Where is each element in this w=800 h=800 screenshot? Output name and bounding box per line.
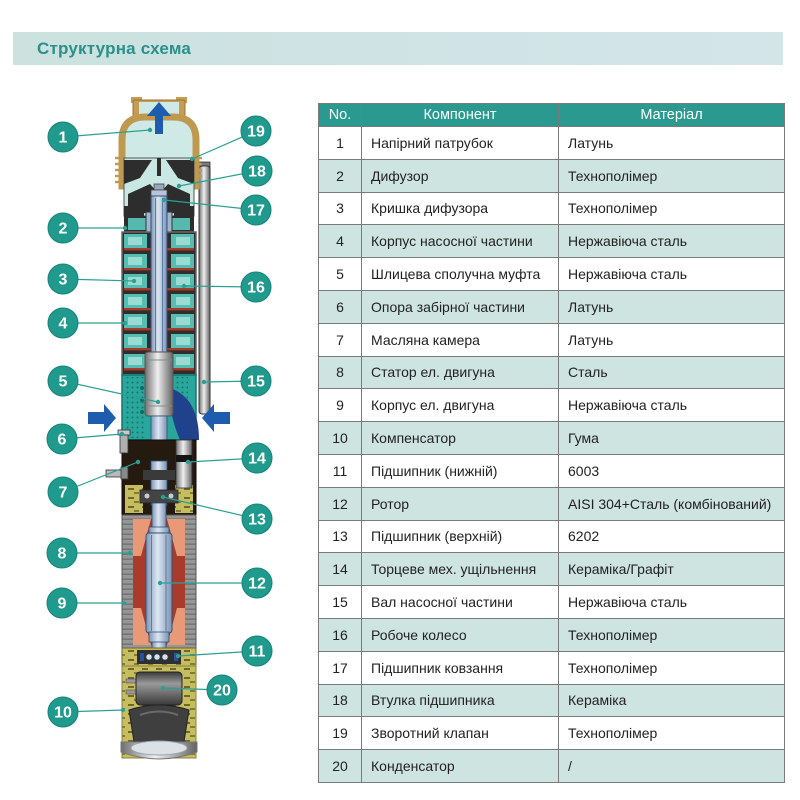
table-row xyxy=(319,750,785,783)
table-row xyxy=(319,618,785,651)
material-name: 6003 xyxy=(559,454,785,487)
component-name: Кришка дифузора xyxy=(362,192,559,225)
table-row xyxy=(319,520,785,553)
component-name: Корпус ел. двигуна xyxy=(362,389,559,422)
callout-number: 18 xyxy=(248,163,266,181)
material-name: Латунь xyxy=(559,127,785,160)
table-row xyxy=(319,356,785,389)
callout-number: 5 xyxy=(58,373,68,391)
material-name: Технополімер xyxy=(559,651,785,684)
callout-number: 1 xyxy=(58,129,68,147)
callout-number: 14 xyxy=(248,450,266,468)
leader-target-dot xyxy=(186,460,190,464)
material-name: Нержавіюча сталь xyxy=(559,389,785,422)
leader-target-dot xyxy=(161,495,165,499)
material-name: Латунь xyxy=(559,323,785,356)
col-header-component: Компонент xyxy=(362,104,559,127)
leader-target-dot xyxy=(158,581,162,585)
callout-number: 10 xyxy=(54,704,72,722)
material-name: Сталь xyxy=(559,356,785,389)
row-number: 3 xyxy=(319,192,362,225)
oil-chamber-section xyxy=(106,430,196,515)
table-row xyxy=(319,586,785,619)
inflow-arrow-left-icon xyxy=(88,404,116,432)
leader-target-dot xyxy=(123,226,127,230)
row-number: 2 xyxy=(319,159,362,192)
row-number: 13 xyxy=(319,520,362,553)
material-name: Латунь xyxy=(559,290,785,323)
callout-number: 8 xyxy=(57,545,67,563)
table-row xyxy=(319,717,785,750)
leader-target-dot xyxy=(123,321,127,325)
leader-target-dot xyxy=(190,157,194,161)
material-name: Кераміка/Графіт xyxy=(559,553,785,586)
callout-number: 2 xyxy=(58,220,68,238)
row-number: 18 xyxy=(319,684,362,717)
material-name: AISI 304+Сталь (комбінований) xyxy=(559,487,785,520)
component-name: Компенсатор xyxy=(362,422,559,455)
callout-number: 4 xyxy=(58,315,68,333)
pump-shaft-conduit xyxy=(199,162,210,414)
component-name: Напірний патрубок xyxy=(362,127,559,160)
component-name: Зворотний клапан xyxy=(362,717,559,750)
leader-target-dot xyxy=(122,601,126,605)
material-name: Нержавіюча сталь xyxy=(559,586,785,619)
component-name: Конденсатор xyxy=(362,750,559,783)
leader-target-dot xyxy=(128,551,132,555)
callout-number: 7 xyxy=(58,484,68,502)
table-row xyxy=(319,323,785,356)
callout-number: 15 xyxy=(247,373,265,391)
leader-target-dot xyxy=(161,686,165,690)
row-number: 1 xyxy=(319,127,362,160)
callout-number: 3 xyxy=(58,271,68,289)
components-table xyxy=(318,103,785,783)
callout-number: 6 xyxy=(57,431,67,449)
material-name: / xyxy=(559,750,785,783)
row-number: 7 xyxy=(319,323,362,356)
row-number: 15 xyxy=(319,586,362,619)
col-header-material: Матеріал xyxy=(559,104,785,127)
leader-target-dot xyxy=(136,460,140,464)
component-name: Підшипник (нижній) xyxy=(362,454,559,487)
row-number: 19 xyxy=(319,717,362,750)
callout-number: 16 xyxy=(247,279,265,297)
callout-number: 20 xyxy=(213,682,231,700)
callout-number: 13 xyxy=(248,511,266,529)
component-name: Опора забірної частини xyxy=(362,290,559,323)
callout-number: 19 xyxy=(247,123,265,141)
material-name: Технополімер xyxy=(559,618,785,651)
lower-bearing-section xyxy=(122,648,196,666)
callout-number: 17 xyxy=(247,202,265,220)
component-name: Робоче колесо xyxy=(362,618,559,651)
material-name: Гума xyxy=(559,422,785,455)
callout-number: 12 xyxy=(248,575,266,593)
component-name: Підшипник (верхній) xyxy=(362,520,559,553)
row-number: 4 xyxy=(319,225,362,258)
table-row xyxy=(319,684,785,717)
leader-target-dot xyxy=(120,432,124,436)
material-name: Технополімер xyxy=(559,717,785,750)
table-row xyxy=(319,258,785,291)
component-name: Статор ел. двигуна xyxy=(362,356,559,389)
leader-target-dot xyxy=(156,400,160,404)
material-name: Кераміка xyxy=(559,684,785,717)
pump-diagram xyxy=(0,0,320,800)
page-title: Структурна схема xyxy=(37,38,192,58)
leader-target-dot xyxy=(202,380,206,384)
component-name: Корпус насосної частини xyxy=(362,225,559,258)
row-number: 17 xyxy=(319,651,362,684)
row-number: 11 xyxy=(319,454,362,487)
table-header-row xyxy=(319,104,785,127)
material-name: Нержавіюча сталь xyxy=(559,258,785,291)
row-number: 5 xyxy=(319,258,362,291)
material-name: Технополімер xyxy=(559,192,785,225)
leader-target-dot xyxy=(176,654,180,658)
leader-target-dot xyxy=(182,284,186,288)
row-number: 9 xyxy=(319,389,362,422)
row-number: 12 xyxy=(319,487,362,520)
component-name: Дифузор xyxy=(362,159,559,192)
row-number: 6 xyxy=(319,290,362,323)
component-name: Шлицева сполучна муфта xyxy=(362,258,559,291)
component-name: Підшипник ковзання xyxy=(362,651,559,684)
table-row xyxy=(319,422,785,455)
row-number: 16 xyxy=(319,618,362,651)
row-number: 10 xyxy=(319,422,362,455)
table-row xyxy=(319,192,785,225)
leader-target-dot xyxy=(132,279,136,283)
component-name: Вал насосної частини xyxy=(362,586,559,619)
row-number: 20 xyxy=(319,750,362,783)
component-name: Торцеве мех. ущільнення xyxy=(362,553,559,586)
table-row xyxy=(319,487,785,520)
table-row xyxy=(319,454,785,487)
bottom-section xyxy=(121,666,197,759)
material-name: 6202 xyxy=(559,520,785,553)
table-row xyxy=(319,225,785,258)
table-row xyxy=(319,553,785,586)
table-row xyxy=(319,290,785,323)
callout-number: 9 xyxy=(57,595,67,613)
table-row xyxy=(319,159,785,192)
col-header-no: No. xyxy=(319,104,362,127)
table-row xyxy=(319,127,785,160)
leader-target-dot xyxy=(162,198,166,202)
table-row xyxy=(319,651,785,684)
leader-target-dot xyxy=(148,128,152,132)
component-name: Втулка підшипника xyxy=(362,684,559,717)
component-name: Масляна камера xyxy=(362,323,559,356)
callout-number: 11 xyxy=(248,643,266,661)
leader-target-dot xyxy=(177,184,181,188)
material-name: Технополімер xyxy=(559,159,785,192)
component-name: Ротор xyxy=(362,487,559,520)
leader-target-dot xyxy=(121,708,125,712)
row-number: 8 xyxy=(319,356,362,389)
row-number: 14 xyxy=(319,553,362,586)
material-name: Нержавіюча сталь xyxy=(559,225,785,258)
table-row xyxy=(319,389,785,422)
